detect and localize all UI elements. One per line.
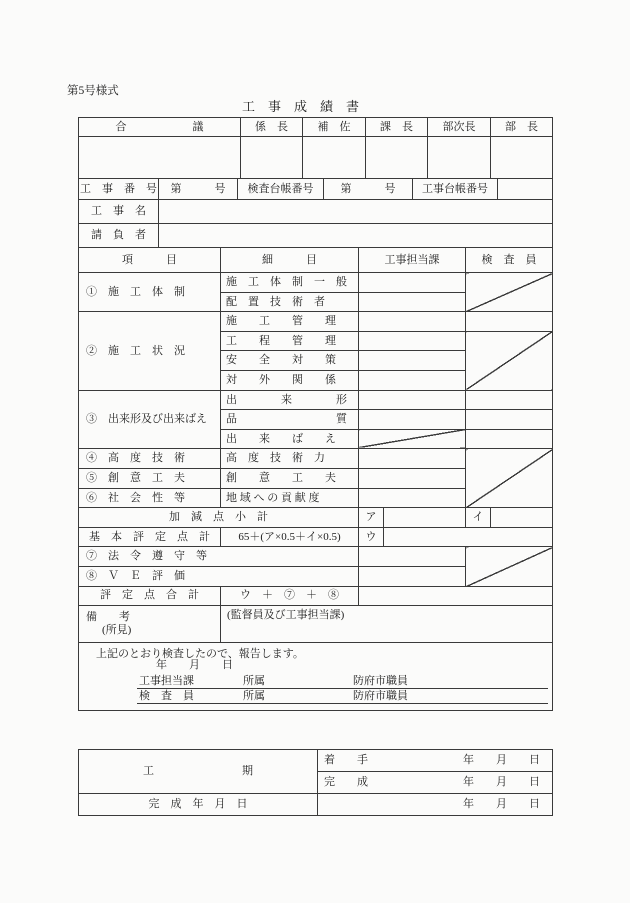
kensa-daicho-value: 第 号 bbox=[324, 179, 413, 200]
remarks-label: 備 考 bbox=[86, 611, 130, 624]
dept-cell-crossed bbox=[359, 429, 466, 449]
dept-cell bbox=[359, 292, 466, 312]
report-table bbox=[78, 642, 553, 711]
subtotal-i-label: イ bbox=[466, 508, 491, 528]
contractor-value bbox=[159, 224, 553, 248]
koji-daicho-label: 工事台帳番号 bbox=[413, 179, 498, 200]
schedule-finish-date: 年 月 日 bbox=[463, 776, 540, 788]
dept-cell bbox=[359, 390, 466, 410]
approval-kacho-header: 課 長 bbox=[366, 118, 428, 137]
koji-name-value bbox=[159, 200, 553, 224]
base-score-formula: 65＋(ア×0.5＋イ×0.5) bbox=[221, 527, 359, 547]
total-score-label: 評 定 点 合 計 bbox=[79, 586, 221, 606]
base-score-label: 基 本 評 定 点 計 bbox=[79, 527, 221, 547]
schedule-start-cell bbox=[318, 750, 553, 772]
schedule-finish-label: 完 成 bbox=[324, 776, 368, 788]
approval-bujicho-header: 部次長 bbox=[428, 118, 491, 137]
dept-cell bbox=[359, 547, 466, 567]
detail-3-2: 品 質 bbox=[221, 410, 359, 430]
document-title: 工 事 成 績 書 bbox=[241, 99, 359, 114]
item-8-label: ⑧ Ｖ Ｅ 評 価 bbox=[79, 566, 359, 586]
subtotal-a-value bbox=[384, 508, 466, 528]
subtotal-a-label: ア bbox=[359, 508, 384, 528]
completion-date-cell bbox=[318, 794, 553, 816]
approval-goui-header: 合 議 bbox=[79, 118, 241, 137]
report-cell bbox=[79, 643, 553, 711]
detail-2-1: 施 工 管 理 bbox=[221, 312, 359, 332]
report-row-dept bbox=[137, 674, 548, 689]
inspector-cell-crossed bbox=[466, 273, 553, 312]
approval-bucho-header: 部 長 bbox=[491, 118, 553, 137]
total-score-formula: ウ ＋ ⑦ ＋ ⑧ bbox=[221, 586, 359, 606]
subtotal-label: 加 減 点 小 計 bbox=[79, 508, 359, 528]
completion-date-value: 年 月 日 bbox=[463, 798, 540, 810]
item-2-label: ② 施 工 状 況 bbox=[79, 312, 221, 390]
dept-cell bbox=[359, 370, 466, 390]
item-6-label: ⑥ 社 会 性 等 bbox=[79, 488, 221, 508]
inspector-cell bbox=[466, 390, 553, 410]
main-form bbox=[78, 117, 553, 711]
numbers-table bbox=[78, 178, 553, 200]
detail-4-1: 高 度 技 術 力 bbox=[221, 449, 359, 469]
dept-cell bbox=[359, 468, 466, 488]
contractor-label: 請 負 者 bbox=[79, 224, 159, 248]
report-inspector-affiliation: 所属 bbox=[243, 690, 265, 703]
seal-cell-hosa bbox=[303, 137, 366, 179]
remarks-label-cell bbox=[79, 606, 221, 643]
seal-cell-goui bbox=[79, 137, 241, 179]
header-inspector: 検 査 員 bbox=[466, 248, 553, 273]
schedule-start-date: 年 月 日 bbox=[463, 754, 540, 766]
remarks-table bbox=[78, 605, 553, 643]
report-date: 年 月 日 bbox=[156, 659, 233, 672]
detail-2-2: 工 程 管 理 bbox=[221, 331, 359, 351]
detail-2-4: 対 外 関 係 bbox=[221, 370, 359, 390]
detail-3-3: 出 来 ば え bbox=[221, 429, 359, 449]
seal-cell-bujicho bbox=[428, 137, 491, 179]
header-detail: 細 目 bbox=[221, 248, 359, 273]
evaluation-table bbox=[78, 247, 553, 606]
detail-3-1: 出 来 形 bbox=[221, 390, 359, 410]
schedule-period-label: 工 期 bbox=[79, 750, 318, 794]
koji-daicho-value bbox=[498, 179, 553, 200]
item-4-label: ④ 高 度 技 術 bbox=[79, 449, 221, 469]
form-number: 第5号様式 bbox=[67, 85, 119, 97]
subtotal-i-value bbox=[491, 508, 553, 528]
dept-cell bbox=[359, 273, 466, 293]
total-score-value bbox=[359, 586, 553, 606]
item-1-label: ① 施 工 体 制 bbox=[79, 273, 221, 312]
kensa-daicho-label: 検査台帳番号 bbox=[238, 179, 324, 200]
report-dept-role: 工事担当課 bbox=[139, 675, 194, 688]
schedule-start-label: 着 手 bbox=[324, 754, 368, 766]
detail-1-1: 施 工 体 制 一 般 bbox=[221, 273, 359, 293]
dept-cell bbox=[359, 351, 466, 371]
base-score-u-label: ウ bbox=[359, 527, 384, 547]
report-inspector-value: 防府市職員 bbox=[353, 690, 408, 703]
schedule-finish-cell bbox=[318, 772, 553, 794]
base-score-value bbox=[384, 527, 553, 547]
dept-cell bbox=[359, 410, 466, 430]
inspector-cell bbox=[466, 312, 553, 332]
report-statement: 上記のとおり検査したので、報告します。 bbox=[96, 648, 304, 661]
inspector-cell-crossed bbox=[466, 331, 553, 390]
detail-1-2: 配 置 技 術 者 bbox=[221, 292, 359, 312]
approval-table bbox=[78, 117, 553, 179]
header-dept: 工事担当課 bbox=[359, 248, 466, 273]
detail-2-3: 安 全 対 策 bbox=[221, 351, 359, 371]
detail-5-1: 創 意 工 夫 bbox=[221, 468, 359, 488]
inspector-cell bbox=[466, 410, 553, 430]
koji-name-label: 工 事 名 bbox=[79, 200, 159, 224]
seal-cell-bucho bbox=[491, 137, 553, 179]
item-5-label: ⑤ 創 意 工 夫 bbox=[79, 468, 221, 488]
inspector-cell-crossed bbox=[466, 449, 553, 508]
seal-cell-kacho bbox=[366, 137, 428, 179]
detail-6-1: 地 域 へ の 貢 献 度 bbox=[221, 488, 359, 508]
remarks-sublabel: (所見) bbox=[102, 624, 132, 637]
dept-cell bbox=[359, 312, 466, 332]
dept-cell bbox=[359, 331, 466, 351]
approval-kakaricho-header: 係 長 bbox=[241, 118, 303, 137]
report-inspector-role: 検 査 員 bbox=[139, 690, 194, 703]
item-3-label: ③ 出来形及び出来ばえ bbox=[79, 390, 221, 449]
koji-number-label: 工 事 番 号 bbox=[79, 179, 159, 200]
header-item: 項 目 bbox=[79, 248, 221, 273]
remarks-note: (監督員及び工事担当課) bbox=[221, 606, 553, 643]
completion-date-label: 完 成 年 月 日 bbox=[79, 794, 318, 816]
inspector-cell bbox=[466, 429, 553, 449]
dept-cell bbox=[359, 449, 466, 469]
seal-cell-kakaricho bbox=[241, 137, 303, 179]
report-dept-value: 防府市職員 bbox=[353, 675, 408, 688]
dept-cell bbox=[359, 488, 466, 508]
report-row-inspector bbox=[137, 689, 548, 704]
item-7-label: ⑦ 法 令 遵 守 等 bbox=[79, 547, 359, 567]
report-dept-affiliation: 所属 bbox=[243, 675, 265, 688]
koji-number-value: 第 号 bbox=[159, 179, 238, 200]
dept-cell bbox=[359, 566, 466, 586]
schedule-table bbox=[78, 749, 553, 816]
approval-hosa-header: 補 佐 bbox=[303, 118, 366, 137]
names-table bbox=[78, 199, 553, 248]
inspector-cell-crossed bbox=[466, 547, 553, 586]
